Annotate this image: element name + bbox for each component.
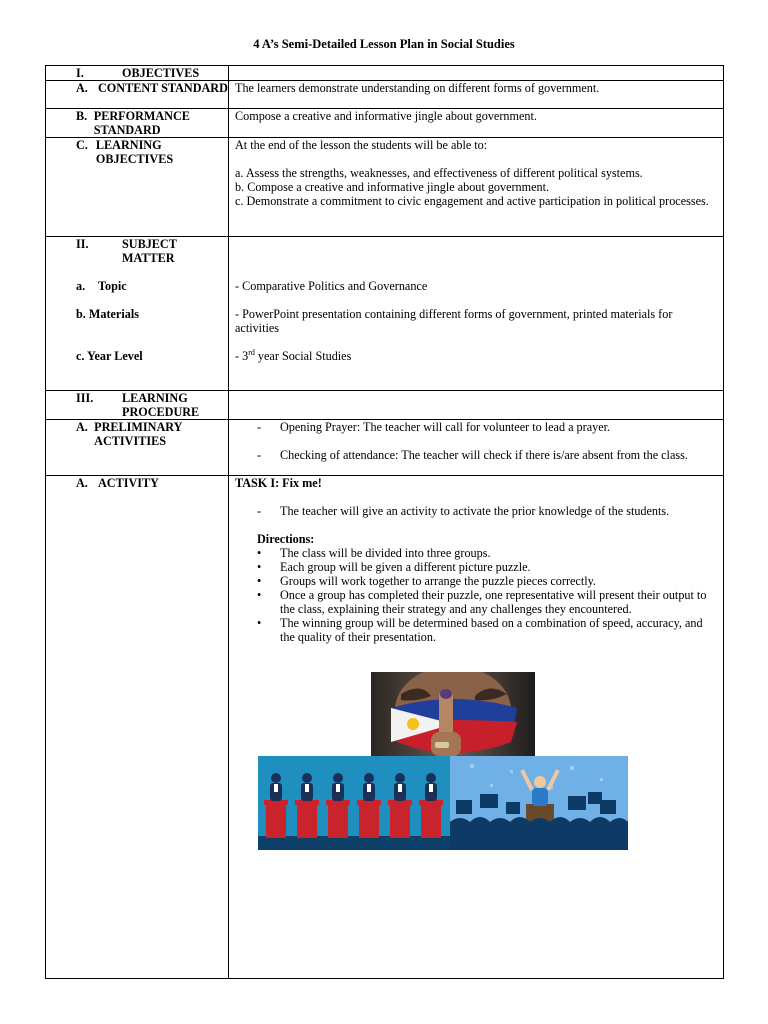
- bullet-marker: •: [257, 560, 262, 574]
- preliminary-item: [235, 420, 717, 434]
- learning-objectives-intro: At the end of the lesson the students will be able to:: [235, 138, 488, 152]
- objectives-header-row: [46, 66, 724, 81]
- dash-marker: -: [257, 504, 262, 518]
- protest-crowd-illustration: [450, 756, 628, 850]
- performance-standard-text: Compose a creative and informative jingle about government.: [229, 109, 724, 138]
- bullet-marker: •: [257, 574, 262, 588]
- materials-text: - PowerPoint presentation containing different forms of government, printed materials for activities: [235, 307, 673, 335]
- year-level-label: c. Year Level: [76, 349, 143, 363]
- learning-objectives-label: LEARNING OBJECTIVES: [95, 138, 174, 166]
- item-letter: A.: [76, 81, 88, 95]
- section-label: SUBJECT MATTER: [122, 237, 177, 265]
- direction-text: The class will be divided into three groups.: [280, 546, 491, 560]
- learning-objectives-cell: [229, 138, 724, 237]
- direction-text: Once a group has completed their puzzle, one representative will present their output to the class, explaining their strategy and any challenges they encountered.: [280, 588, 707, 616]
- bullet-marker: •: [257, 546, 262, 560]
- direction-item: [235, 616, 717, 644]
- materials-label: b. Materials: [76, 307, 139, 321]
- learning-objectives-row: [46, 138, 724, 237]
- year-level-text: [235, 349, 717, 363]
- puzzle-images: [235, 672, 717, 862]
- lesson-plan-table: [45, 65, 724, 979]
- content-standard-row: [46, 81, 724, 109]
- direction-item: [235, 546, 717, 560]
- preliminary-item: [235, 448, 717, 462]
- topic-letter: a.: [76, 279, 86, 293]
- direction-item: [235, 574, 717, 588]
- content-standard-label: CONTENT STANDARD: [98, 81, 228, 95]
- preliminary-item-text: Opening Prayer: The teacher will call for volunteer to lead a prayer.: [280, 420, 611, 434]
- section-label: LEARNING PROCEDURE: [122, 391, 200, 419]
- debate-podiums-illustration: [258, 756, 450, 850]
- year-level-suffix: year Social Studies: [254, 349, 352, 363]
- item-letter: C.: [76, 138, 88, 152]
- preliminary-item-text: Checking of attendance: The teacher will check if there is/are absent from the class.: [280, 448, 688, 462]
- direction-item: [235, 588, 717, 616]
- learning-objective-item: b. Compose a creative and informative jingle about government.: [235, 180, 550, 194]
- direction-item: [235, 560, 717, 574]
- year-level-prefix: - 3: [235, 349, 249, 363]
- bullet-marker: •: [257, 588, 262, 602]
- performance-standard-row: [46, 109, 724, 138]
- learning-objective-item: a. Assess the strengths, weaknesses, and effectiveness of different political systems.: [235, 166, 643, 180]
- bullet-marker: •: [257, 616, 262, 630]
- item-letter: B.: [76, 109, 88, 123]
- direction-text: The winning group will be determined based on a combination of speed, accuracy, and the quality of their presentation.: [280, 616, 703, 644]
- topic-label: Topic: [98, 279, 127, 293]
- dash-marker: -: [257, 448, 262, 462]
- item-letter: A.: [76, 420, 88, 434]
- activity-label: ACTIVITY: [98, 476, 159, 490]
- task-title: TASK I: Fix me!: [235, 476, 322, 490]
- activity-cell: [229, 476, 724, 979]
- activity-row: [46, 476, 724, 979]
- section-number: II.: [76, 237, 89, 251]
- section-number: III.: [76, 391, 94, 405]
- direction-text: Each group will be given a different picture puzzle.: [280, 560, 531, 574]
- subject-matter-row: [46, 237, 724, 391]
- preliminary-activities-label: PRELIMINARY ACTIVITIES: [94, 420, 182, 448]
- dash-marker: -: [257, 420, 262, 434]
- item-letter: A.: [76, 476, 88, 490]
- topic-text: - Comparative Politics and Governance: [235, 279, 428, 293]
- objectives-header-cell: [46, 66, 229, 81]
- direction-text: Groups will work together to arrange the puzzle pieces correctly.: [280, 574, 596, 588]
- learning-procedure-row: [46, 391, 724, 420]
- learning-objective-item: c. Demonstrate a commitment to civic engagement and active participation in political processes.: [235, 194, 709, 208]
- preliminary-activities-row: [46, 420, 724, 476]
- directions-heading: Directions:: [257, 532, 315, 546]
- task-note: [235, 504, 717, 518]
- masked-voter-photo: [371, 672, 535, 756]
- section-label: OBJECTIVES: [122, 66, 200, 80]
- content-standard-text: The learners demonstrate understanding on different forms of government.: [229, 81, 724, 109]
- section-number: I.: [76, 66, 84, 80]
- document-title: 4 A’s Semi-Detailed Lesson Plan in Social Studies: [253, 37, 515, 51]
- year-level-sup: rd: [248, 347, 255, 357]
- performance-standard-label: PERFORMANCE STANDARD: [93, 109, 190, 137]
- task-note-text: The teacher will give an activity to activate the prior knowledge of the students.: [280, 504, 670, 518]
